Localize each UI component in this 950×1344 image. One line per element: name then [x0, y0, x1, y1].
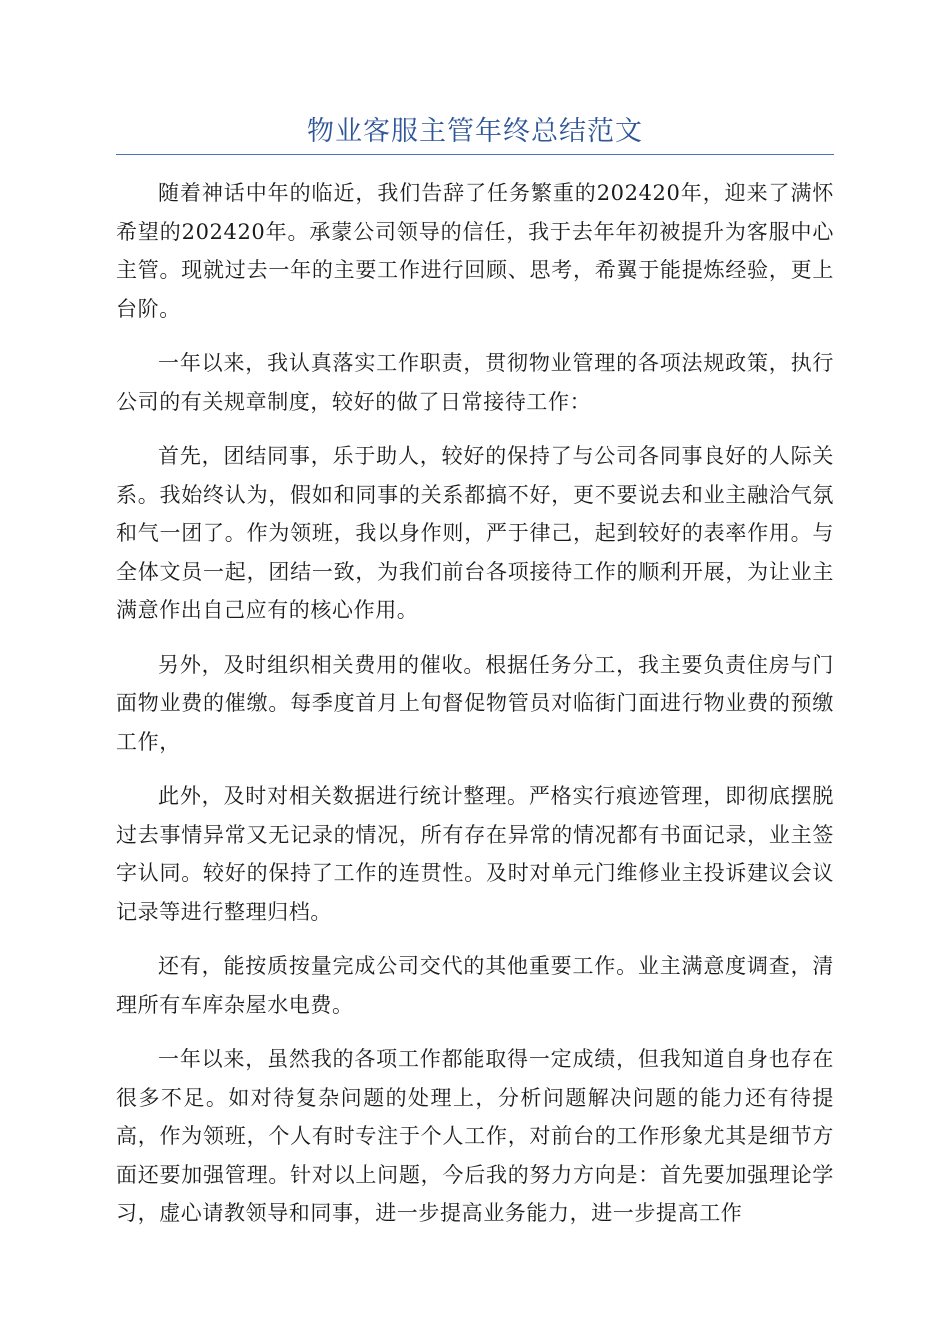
paragraph-5: 此外，及时对相关数据进行统计整理。严格实行痕迹管理，即彻底摆脱过去事情异常又无记录的情况，所有存在异常的情况都有书面记录，业主签字认同。较好的保持了工作的连贯性。及时对单元门维修业主投诉建议会议记录等进行整理归档。: [116, 784, 834, 924]
paragraph-3: 首先，团结同事，乐于助人，较好的保持了与公司各同事良好的人际关系。我始终认为，假如和同事的关系都搞不好，更不要说去和业主融洽气氛和气一团了。作为领班，我以身作则，严于律己，起到较好的表率作用。与全体文员一起，团结一致，为我们前台各项接待工作的顺利开展，为让业主满意作出自己应有的核心作用。: [116, 444, 834, 622]
paragraph-2: 一年以来，我认真落实工作职责，贯彻物业管理的各项法规政策，执行公司的有关规章制度，较好的做了日常接待工作：: [116, 351, 834, 414]
paragraph-7: 一年以来，虽然我的各项工作都能取得一定成绩，但我知道自身也存在很多不足。如对待复杂问题的处理上，分析问题解决问题的能力还有待提高，作为领班，个人有时专注于个人工作，对前台的工作形象尤其是细节方面还要加强管理。针对以上问题，今后我的努力方向是：首先要加强理论学习，虚心请教领导和同事，进一步提高业务能力，进一步提高工作: [116, 1047, 834, 1225]
paragraph-6: 还有，能按质按量完成公司交代的其他重要工作。业主满意度调查，清理所有车库杂屋水电费。: [116, 954, 834, 1017]
paragraph-1: 随着神话中年的临近，我们告辞了任务繁重的202420年，迎来了满怀希望的202420年。承蒙公司领导的信任，我于去年年初被提升为客服中心主管。现就过去一年的主要工作进行回顾、思考，希翼于能提炼经验，更上台阶。: [116, 181, 834, 321]
paragraph-4: 另外，及时组织相关费用的催收。根据任务分工，我主要负责住房与门面物业费的催缴。每季度首月上旬督促物管员对临街门面进行物业费的预缴工作，: [116, 652, 834, 754]
document-body: [116, 174, 834, 1249]
title-underline: [116, 154, 834, 155]
document-title: 物业客服主管年终总结范文: [307, 116, 643, 147]
